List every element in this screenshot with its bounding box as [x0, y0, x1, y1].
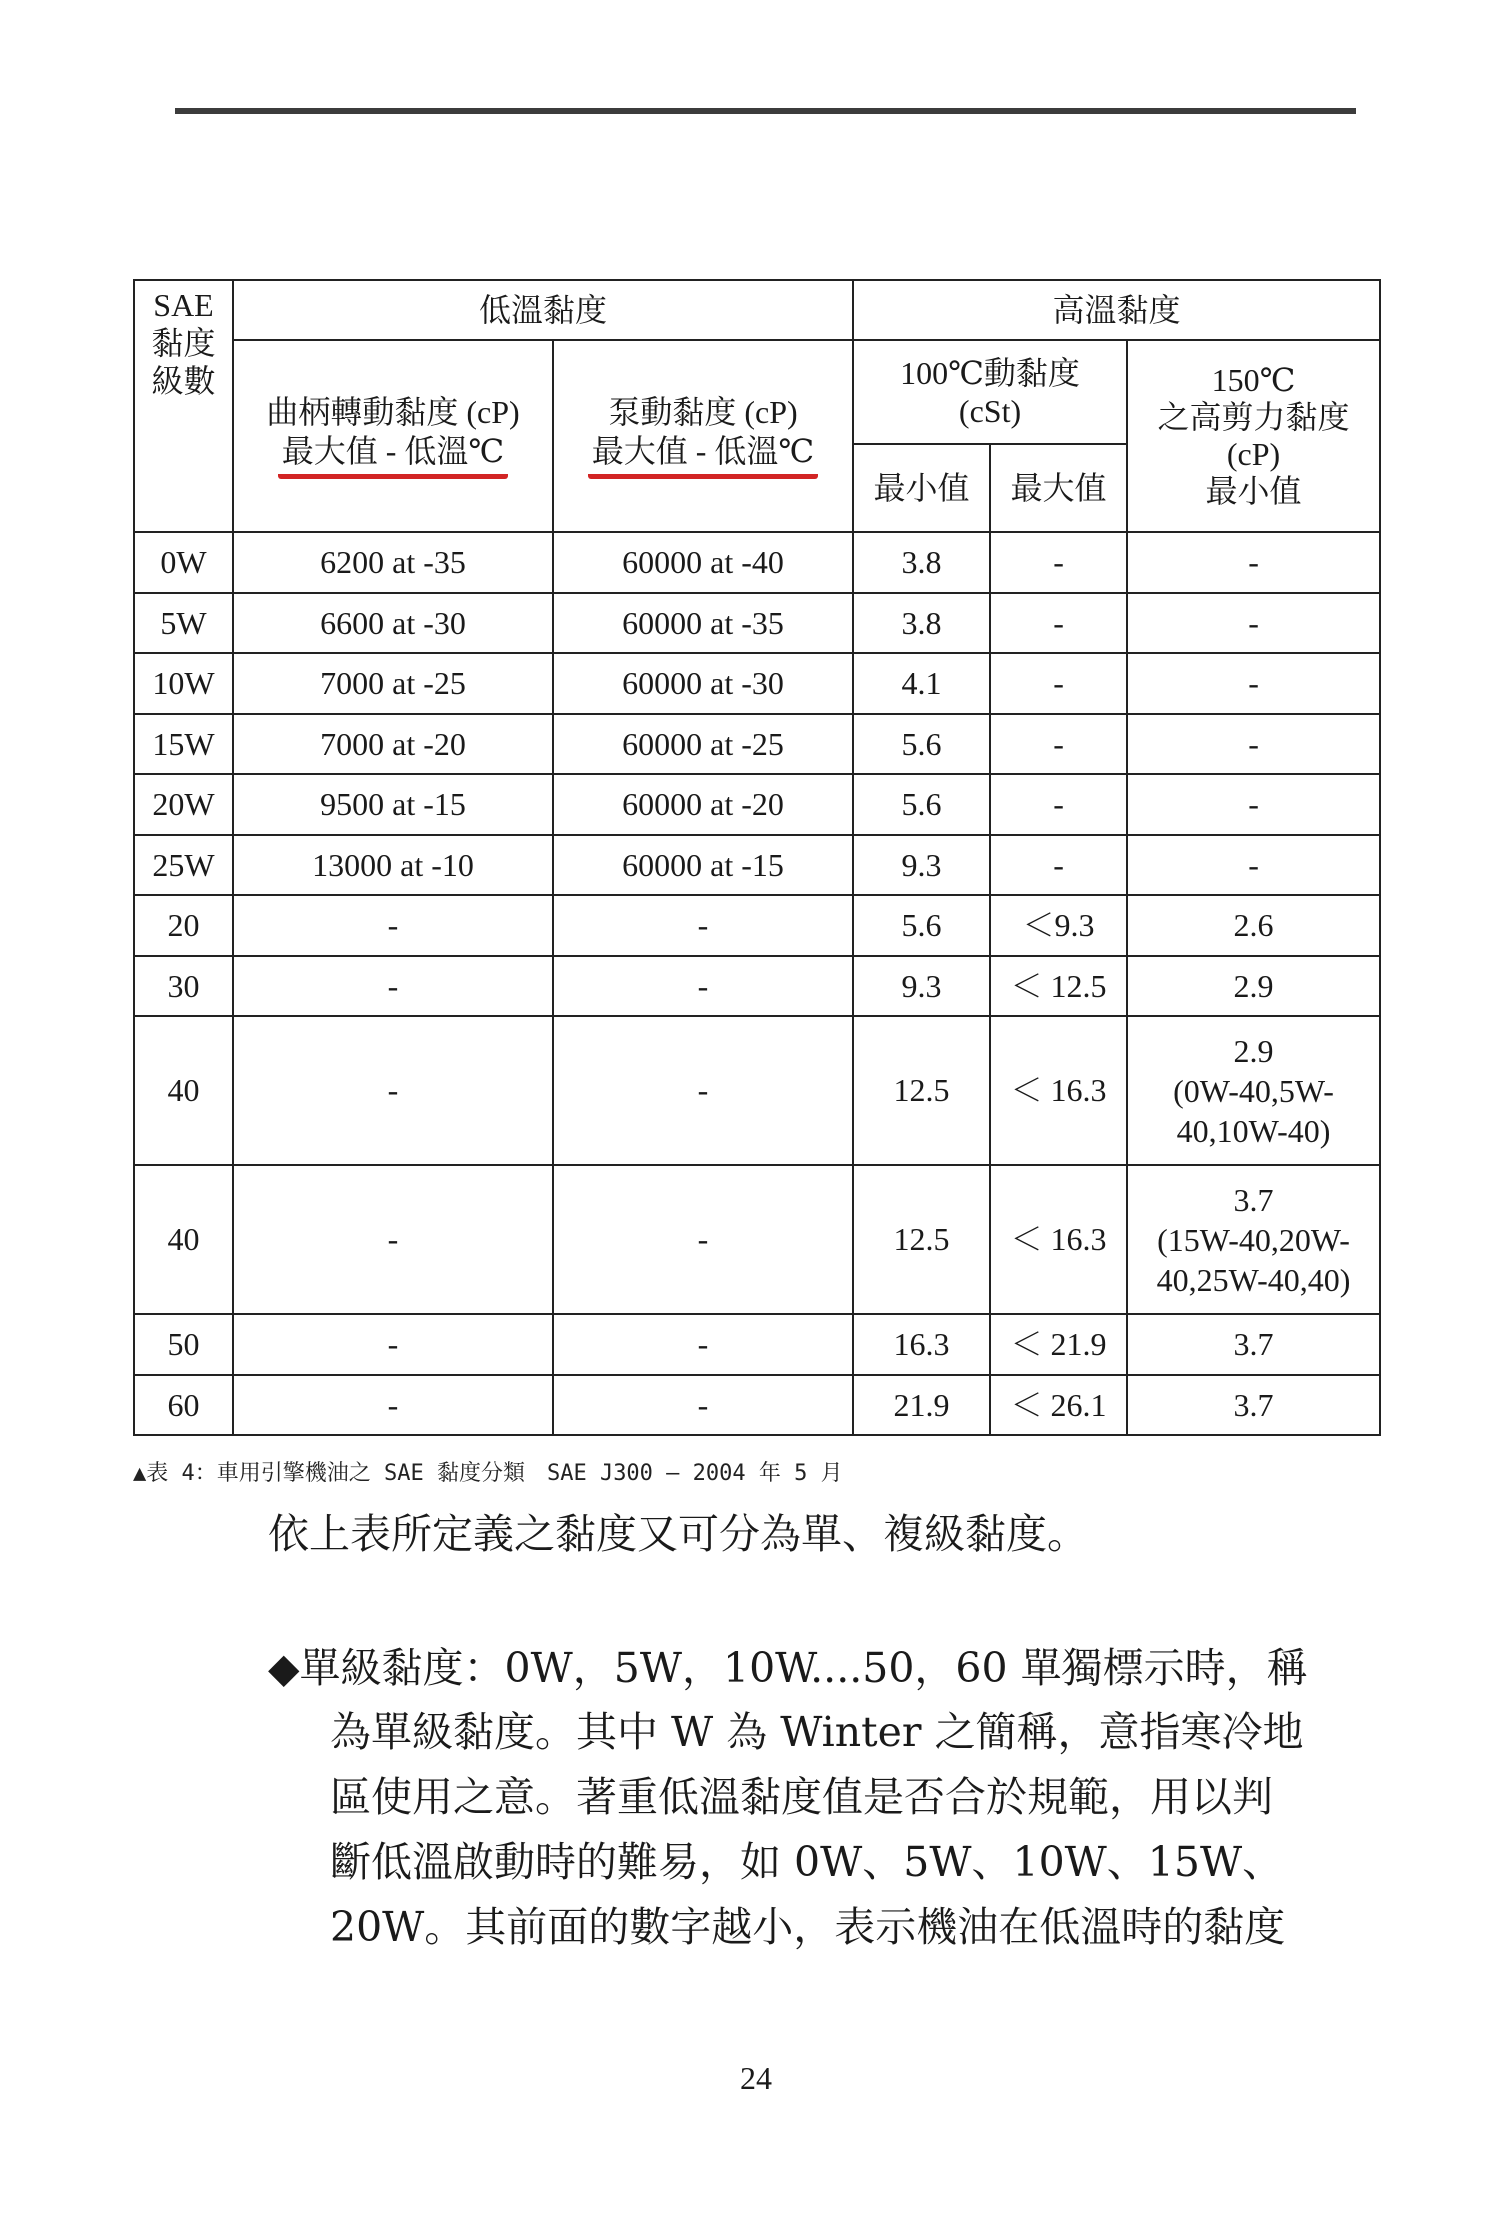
cell-kv-max: ＜ 26.1	[990, 1375, 1127, 1436]
cell-kv-min: 9.3	[853, 835, 990, 896]
pumping-header	[553, 340, 853, 532]
cell-kv-max: ＜9.3	[990, 895, 1127, 956]
kinematic-header: 100℃動黏度 (cSt)	[853, 340, 1127, 444]
cell-cranking: 13000 at -10	[233, 835, 553, 896]
table-row	[134, 653, 1380, 714]
cell-cranking: -	[233, 1165, 553, 1314]
cell-grade: 25W	[134, 835, 233, 896]
cell-pumping: 60000 at -40	[553, 532, 853, 593]
cell-hths: -	[1127, 774, 1380, 835]
page-number: 24	[740, 2060, 772, 2096]
cell-hths: 2.6	[1127, 895, 1380, 956]
pumping-title: 泵動黏度 (cP)	[608, 394, 798, 431]
table-row	[134, 895, 1380, 956]
cell-cranking: -	[233, 1016, 553, 1165]
cell-kv-min: 5.6	[853, 714, 990, 775]
cell-kv-min: 3.8	[853, 593, 990, 654]
cell-kv-max: -	[990, 774, 1127, 835]
cell-kv-min: 5.6	[853, 774, 990, 835]
cell-grade: 20	[134, 895, 233, 956]
sae-viscosity-table	[133, 279, 1381, 1436]
cell-hths: 2.9	[1127, 956, 1380, 1017]
cell-kv-max: -	[990, 532, 1127, 593]
table-row	[134, 714, 1380, 775]
cell-hths: 2.9 (0W-40,5W- 40,10W-40)	[1127, 1016, 1380, 1165]
pumping-subtitle: 最大值 - 低溫℃	[588, 432, 818, 479]
cell-hths: 3.7 (15W-40,20W- 40,25W-40,40)	[1127, 1165, 1380, 1314]
cranking-title: 曲柄轉動黏度 (cP)	[266, 394, 520, 431]
cell-kv-max: ＜ 21.9	[990, 1314, 1127, 1375]
intro-paragraph: 依上表所定義之黏度又可分為單、複級黏度。	[268, 1510, 1088, 1558]
cell-pumping: -	[553, 1165, 853, 1314]
cell-pumping: 60000 at -35	[553, 593, 853, 654]
cell-kv-min: 21.9	[853, 1375, 990, 1436]
cell-kv-max: -	[990, 653, 1127, 714]
cell-grade: 20W	[134, 774, 233, 835]
cell-cranking: 7000 at -20	[233, 714, 553, 775]
cell-grade: 40	[134, 1016, 233, 1165]
cell-pumping: 60000 at -30	[553, 653, 853, 714]
cell-kv-min: 4.1	[853, 653, 990, 714]
cell-kv-min: 16.3	[853, 1314, 990, 1375]
body-line-3: 區使用之意。著重低溫黏度值是否合於規範，用以判	[330, 1773, 1273, 1821]
cell-cranking: 9500 at -15	[233, 774, 553, 835]
cell-kv-max: ＜ 12.5	[990, 956, 1127, 1017]
cell-pumping: -	[553, 1016, 853, 1165]
cell-grade: 0W	[134, 532, 233, 593]
low-temp-group-header: 低溫黏度	[233, 280, 853, 340]
cranking-subtitle: 最大值 - 低溫℃	[278, 432, 508, 479]
cell-kv-min: 9.3	[853, 956, 990, 1017]
cell-kv-max: ＜ 16.3	[990, 1165, 1127, 1314]
cell-kv-max: -	[990, 593, 1127, 654]
cell-pumping: -	[553, 1375, 853, 1436]
cell-pumping: 60000 at -25	[553, 714, 853, 775]
cell-grade: 60	[134, 1375, 233, 1436]
body-line-4: 斷低溫啟動時的難易，如 0W、5W、10W、15W、	[330, 1838, 1284, 1886]
cell-kv-max: -	[990, 835, 1127, 896]
cell-pumping: -	[553, 956, 853, 1017]
cell-hths: -	[1127, 532, 1380, 593]
table-row	[134, 593, 1380, 654]
cell-pumping: 60000 at -15	[553, 835, 853, 896]
table-row	[134, 774, 1380, 835]
cell-hths: -	[1127, 835, 1380, 896]
cell-cranking: -	[233, 1375, 553, 1436]
table-row	[134, 1375, 1380, 1436]
cell-grade: 5W	[134, 593, 233, 654]
cell-cranking: -	[233, 895, 553, 956]
cell-cranking: 6200 at -35	[233, 532, 553, 593]
hths-header: 150℃ 之高剪力黏度 (cP) 最小值	[1127, 340, 1380, 532]
cell-pumping: 60000 at -20	[553, 774, 853, 835]
body-line-5: 20W。其前面的數字越小，表示機油在低溫時的黏度	[330, 1903, 1286, 1951]
body-line-1: ◆單級黏度：0W，5W，10W....50，60 單獨標示時，稱	[268, 1644, 1308, 1692]
table-row	[134, 956, 1380, 1017]
cell-grade: 40	[134, 1165, 233, 1314]
cell-kv-min: 3.8	[853, 532, 990, 593]
cell-cranking: -	[233, 1314, 553, 1375]
cell-hths: 3.7	[1127, 1314, 1380, 1375]
table-row	[134, 532, 1380, 593]
cell-grade: 30	[134, 956, 233, 1017]
cell-kv-max: ＜ 16.3	[990, 1016, 1127, 1165]
cell-kv-max: -	[990, 714, 1127, 775]
grade-header: SAE 黏度 級數	[134, 280, 233, 532]
high-temp-group-header: 高溫黏度	[853, 280, 1380, 340]
table-caption: ▲表 4：車用引擎機油之 SAE 黏度分類 SAE J300 – 2004 年 5 月	[133, 1461, 843, 1486]
table-row	[134, 1016, 1380, 1165]
kinematic-min-header: 最小值	[853, 444, 990, 532]
cell-grade: 10W	[134, 653, 233, 714]
cell-kv-min: 12.5	[853, 1016, 990, 1165]
cell-hths: -	[1127, 653, 1380, 714]
cell-kv-min: 5.6	[853, 895, 990, 956]
cell-cranking: -	[233, 956, 553, 1017]
cell-hths: -	[1127, 593, 1380, 654]
cell-grade: 15W	[134, 714, 233, 775]
table-row	[134, 1314, 1380, 1375]
cell-cranking: 6600 at -30	[233, 593, 553, 654]
table-row	[134, 1165, 1380, 1314]
kinematic-max-header: 最大值	[990, 444, 1127, 532]
cell-cranking: 7000 at -25	[233, 653, 553, 714]
cell-hths: -	[1127, 714, 1380, 775]
header-rule	[175, 108, 1356, 114]
cell-pumping: -	[553, 1314, 853, 1375]
cell-grade: 50	[134, 1314, 233, 1375]
body-line-2: 為單級黏度。其中 W 為 Winter 之簡稱，意指寒冷地	[330, 1708, 1304, 1756]
cranking-header	[233, 340, 553, 532]
cell-hths: 3.7	[1127, 1375, 1380, 1436]
cell-kv-min: 12.5	[853, 1165, 990, 1314]
cell-pumping: -	[553, 895, 853, 956]
table-row	[134, 835, 1380, 896]
